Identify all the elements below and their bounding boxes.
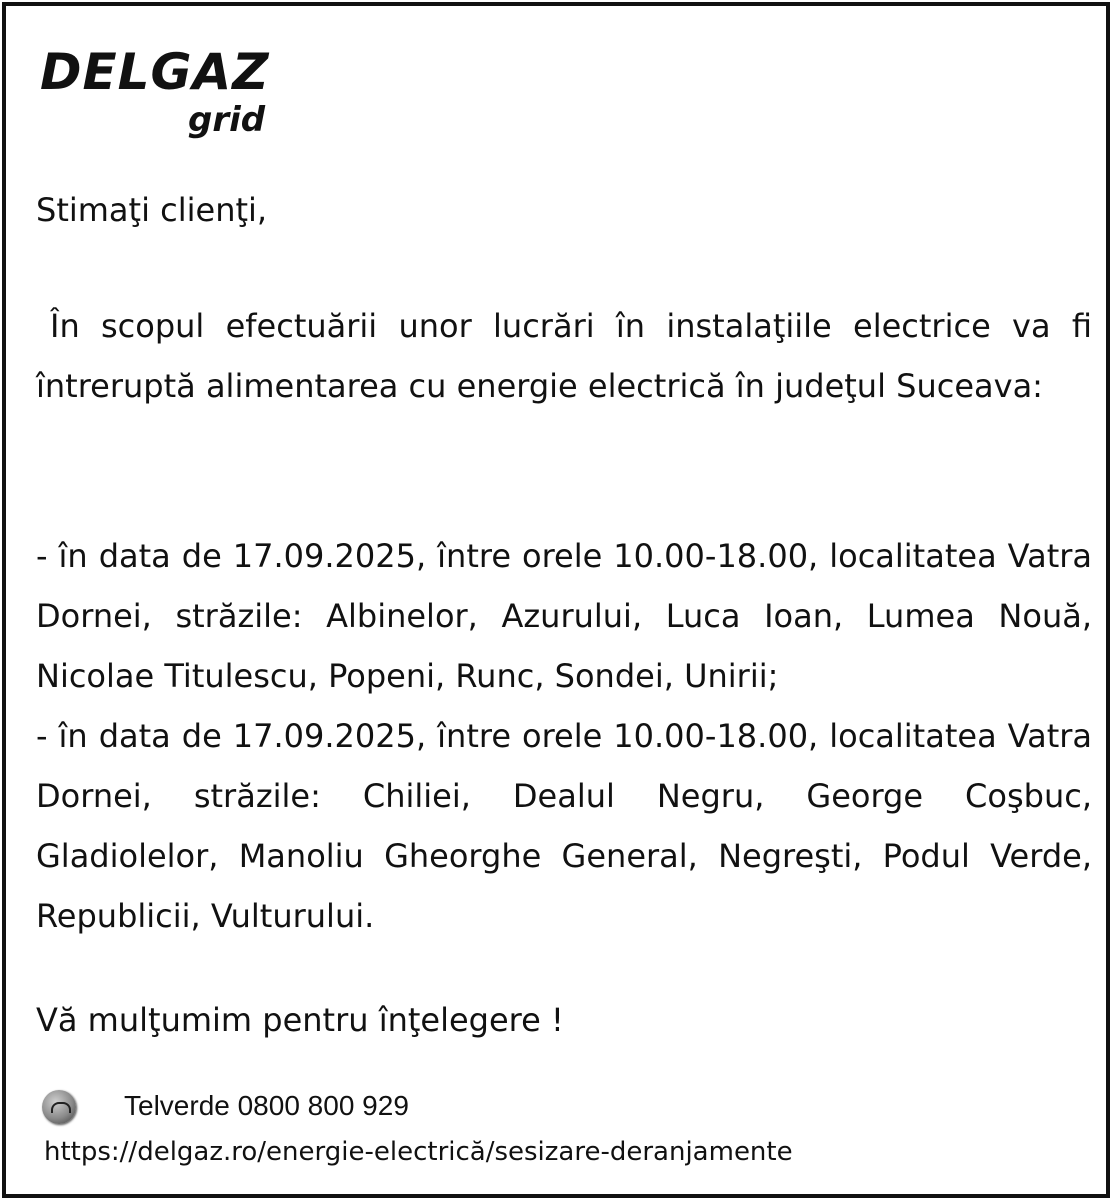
notice-frame bbox=[2, 2, 1110, 1198]
report-url[interactable]: https://delgaz.ro/energie-electrică/sesizare-deranjamente bbox=[44, 1137, 793, 1167]
intro-paragraph: În scopul efectuării unor lucrări în instalaţiile electrice va fi întreruptă alimentarea cu energie electrică în judeţul Suceava: bbox=[36, 307, 1092, 405]
thanks-line: Vă mulţumim pentru înţelegere ! bbox=[36, 1001, 564, 1039]
phone-number: Telverde 0800 800 929 bbox=[124, 1090, 409, 1121]
logo-sub: grid bbox=[188, 100, 266, 140]
phone-icon bbox=[42, 1090, 76, 1124]
delgaz-grid-logo bbox=[40, 44, 300, 144]
outage-item: - în data de 17.09.2025, între orele 10.00-18.00, localitatea Vatra Dornei, străzile: Albinelor, Azurului, Luca Ioan, Lumea Nouă, Nicolae Titulescu, Popeni, Runc, Sondei, Unirii; bbox=[36, 537, 1092, 695]
outage-list bbox=[36, 526, 1092, 946]
logo-brand: DELGAZ bbox=[40, 43, 270, 101]
phone-contact bbox=[42, 1086, 642, 1126]
outage-item: - în data de 17.09.2025, între orele 10.00-18.00, localitatea Vatra Dornei, străzile: Chiliei, Dealul Negru, George Coşbuc, Gladiolelor, Manoliu Gheorghe General, Negreşti, Podul Verde, Republicii, Vulturului. bbox=[36, 717, 1092, 935]
greeting: Stimaţi clienţi, bbox=[36, 191, 268, 229]
